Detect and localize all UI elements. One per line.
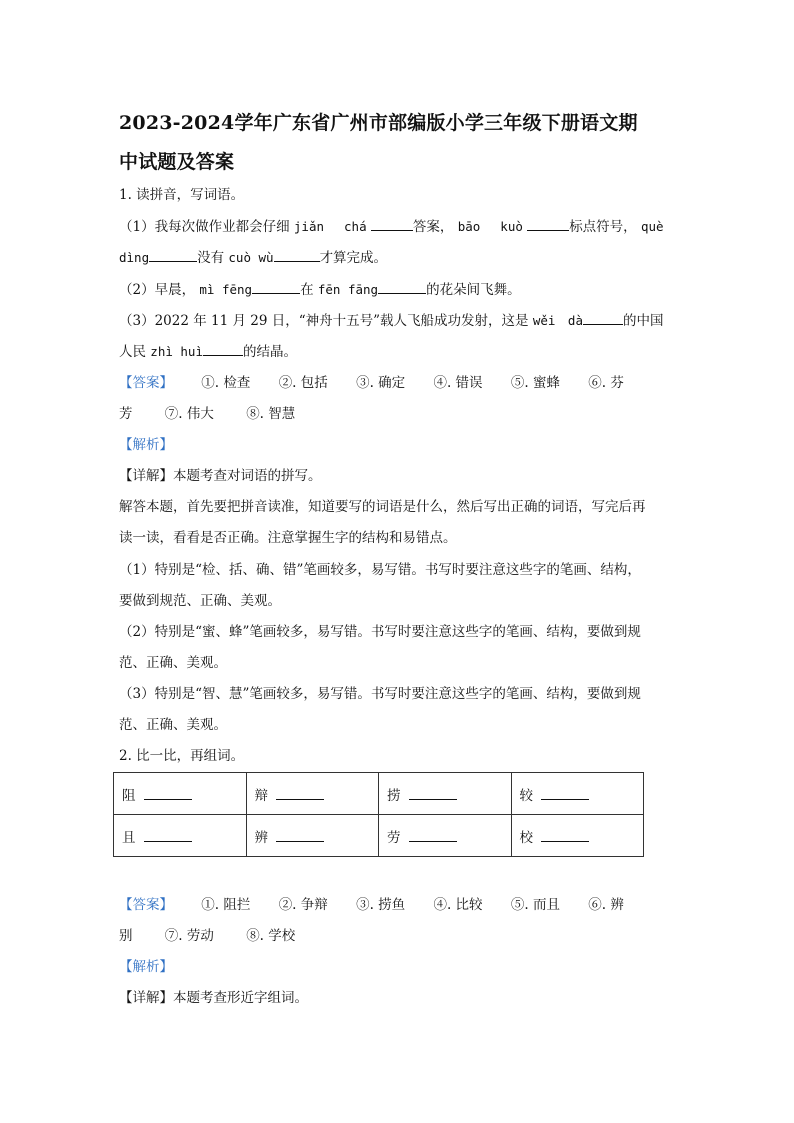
pinyin: bāo kuò	[457, 219, 523, 234]
answer-blank	[203, 343, 243, 356]
answer-blank	[409, 829, 457, 842]
q1-note: （1）特别是“检、括、确、错”笔画较多，易写错。书写时要注意这些字的笔画、结构，	[119, 562, 641, 578]
q1-analysis-tag: 【解析】	[119, 437, 173, 453]
answer-blank	[583, 312, 623, 325]
q1-sentence-3-cont	[119, 343, 297, 361]
q2-answer-line-1	[119, 896, 624, 914]
pinyin: dìng	[119, 250, 150, 265]
comparison-table	[113, 772, 644, 857]
q1-heading: 1. 读拼音，写词语。	[119, 187, 245, 203]
answer-blank	[144, 787, 192, 800]
detail-tag: 【详解】	[119, 990, 173, 1006]
text: 在	[300, 282, 314, 298]
answer-item: 芳	[119, 406, 133, 422]
q1-answer-line-2	[119, 405, 295, 423]
q1-note: 范、正确、美观。	[119, 717, 227, 733]
text: 才算完成。	[319, 250, 388, 266]
answer-blank	[541, 787, 589, 800]
answer-blank	[371, 218, 413, 231]
answer-item: ①. 检查	[201, 375, 251, 391]
table-cell	[114, 773, 247, 815]
table-cell	[511, 773, 644, 815]
pinyin: cuò wù	[228, 250, 274, 265]
answer-item: ③. 确定	[356, 375, 406, 391]
q2-detail	[119, 989, 308, 1007]
q1-note: 范、正确、美观。	[119, 655, 227, 671]
answer-item: ⑧. 智慧	[246, 406, 296, 422]
answer-item: ②. 争辩	[278, 897, 328, 913]
answer-item: ⑥. 辨	[588, 897, 624, 913]
character: 辩	[254, 787, 268, 804]
text: 的结晶。	[242, 344, 297, 360]
answer-item: ⑤. 蜜蜂	[510, 375, 560, 391]
answer-item: ⑦. 劳动	[164, 928, 214, 944]
pinyin: jiǎn chá	[293, 219, 367, 234]
q2-answer-line-2	[119, 927, 295, 945]
text: （1）我每次做作业都会仔细	[119, 219, 290, 235]
title-line-2: 中试题及答案	[119, 151, 235, 173]
answer-blank	[274, 249, 320, 262]
page-title	[119, 104, 679, 182]
q1-note: （3）特别是“智、慧”笔画较多，易写错。书写时要注意这些字的笔画、结构，要做到规	[119, 686, 641, 702]
text: 的中国	[623, 313, 664, 329]
answer-blank	[378, 281, 426, 294]
table-cell	[114, 815, 247, 857]
character: 捞	[387, 787, 401, 804]
detail-text: 本题考查对词语的拼写。	[173, 468, 322, 484]
character: 较	[519, 787, 533, 804]
answer-blank	[527, 218, 569, 231]
text: 标点符号，	[569, 219, 637, 235]
character: 辨	[254, 829, 268, 846]
answer-blank	[409, 787, 457, 800]
text: （3）2022 年 11 月 29 日，“神舟十五号”载人飞船成功发射，这是	[119, 313, 529, 329]
answer-blank	[276, 829, 324, 842]
detail-text: 本题考查形近字组词。	[173, 990, 308, 1006]
q1-sentence-1	[119, 218, 664, 236]
title-line-1: 2023-2024学年广东省广州市部编版小学三年级下册语文期	[119, 112, 638, 134]
q1-detail	[119, 467, 322, 485]
text: 人民	[119, 344, 146, 360]
q2-analysis-tag: 【解析】	[119, 959, 173, 975]
table-cell	[511, 815, 644, 857]
character: 阻	[122, 787, 136, 804]
answer-item: 别	[119, 928, 133, 944]
pinyin: zhì huì	[150, 344, 203, 359]
detail-tag: 【详解】	[119, 468, 173, 484]
answer-blank	[252, 281, 300, 294]
answer-blank	[144, 829, 192, 842]
text: 的花朵间飞舞。	[426, 282, 521, 298]
answer-blank	[149, 249, 197, 262]
answer-item: ④. 错误	[433, 375, 483, 391]
answer-item: ⑧. 学校	[246, 928, 296, 944]
pinyin: fēn fāng	[317, 282, 379, 297]
answer-item: ④. 比较	[433, 897, 483, 913]
character: 劳	[387, 829, 401, 846]
text: 没有	[197, 250, 225, 266]
answer-item: ⑥. 芬	[588, 375, 624, 391]
q1-paragraph: 读一读，看看是否正确。注意掌握生字的结构和易错点。	[119, 530, 457, 546]
answer-tag: 【答案】	[119, 897, 173, 913]
pinyin: wěi dà	[532, 313, 583, 328]
q1-sentence-3	[119, 312, 664, 330]
character: 校	[519, 829, 533, 846]
q1-note: （2）特别是“蜜、蜂”笔画较多，易写错。书写时要注意这些字的笔画、结构，要做到规	[119, 624, 641, 640]
answer-item: ⑤. 而且	[510, 897, 560, 913]
table-row	[114, 773, 644, 815]
q1-paragraph: 解答本题，首先要把拼音读准，知道要写的词语是什么，然后写出正确的词语，写完后再	[119, 499, 646, 515]
q1-sentence-1-cont	[119, 249, 387, 267]
table-cell	[379, 773, 512, 815]
table-row	[114, 815, 644, 857]
answer-tag: 【答案】	[119, 375, 173, 391]
pinyin: mì fēng	[199, 282, 253, 297]
answer-blank	[541, 829, 589, 842]
table-cell	[246, 815, 379, 857]
answer-blank	[276, 787, 324, 800]
q1-answer-line-1	[119, 374, 624, 392]
character: 且	[122, 829, 136, 846]
table-cell	[246, 773, 379, 815]
pinyin: què	[640, 219, 664, 234]
text: （2）早晨，	[119, 282, 196, 298]
q1-sentence-2	[119, 281, 521, 299]
text: 答案，	[412, 219, 454, 235]
table-cell	[379, 815, 512, 857]
answer-item: ②. 包括	[278, 375, 328, 391]
q2-heading: 2. 比一比，再组词。	[119, 748, 245, 764]
answer-item: ①. 阻拦	[201, 897, 251, 913]
answer-item: ③. 捞鱼	[356, 897, 406, 913]
answer-item: ⑦. 伟大	[164, 406, 214, 422]
q1-note: 要做到规范、正确、美观。	[119, 593, 281, 609]
